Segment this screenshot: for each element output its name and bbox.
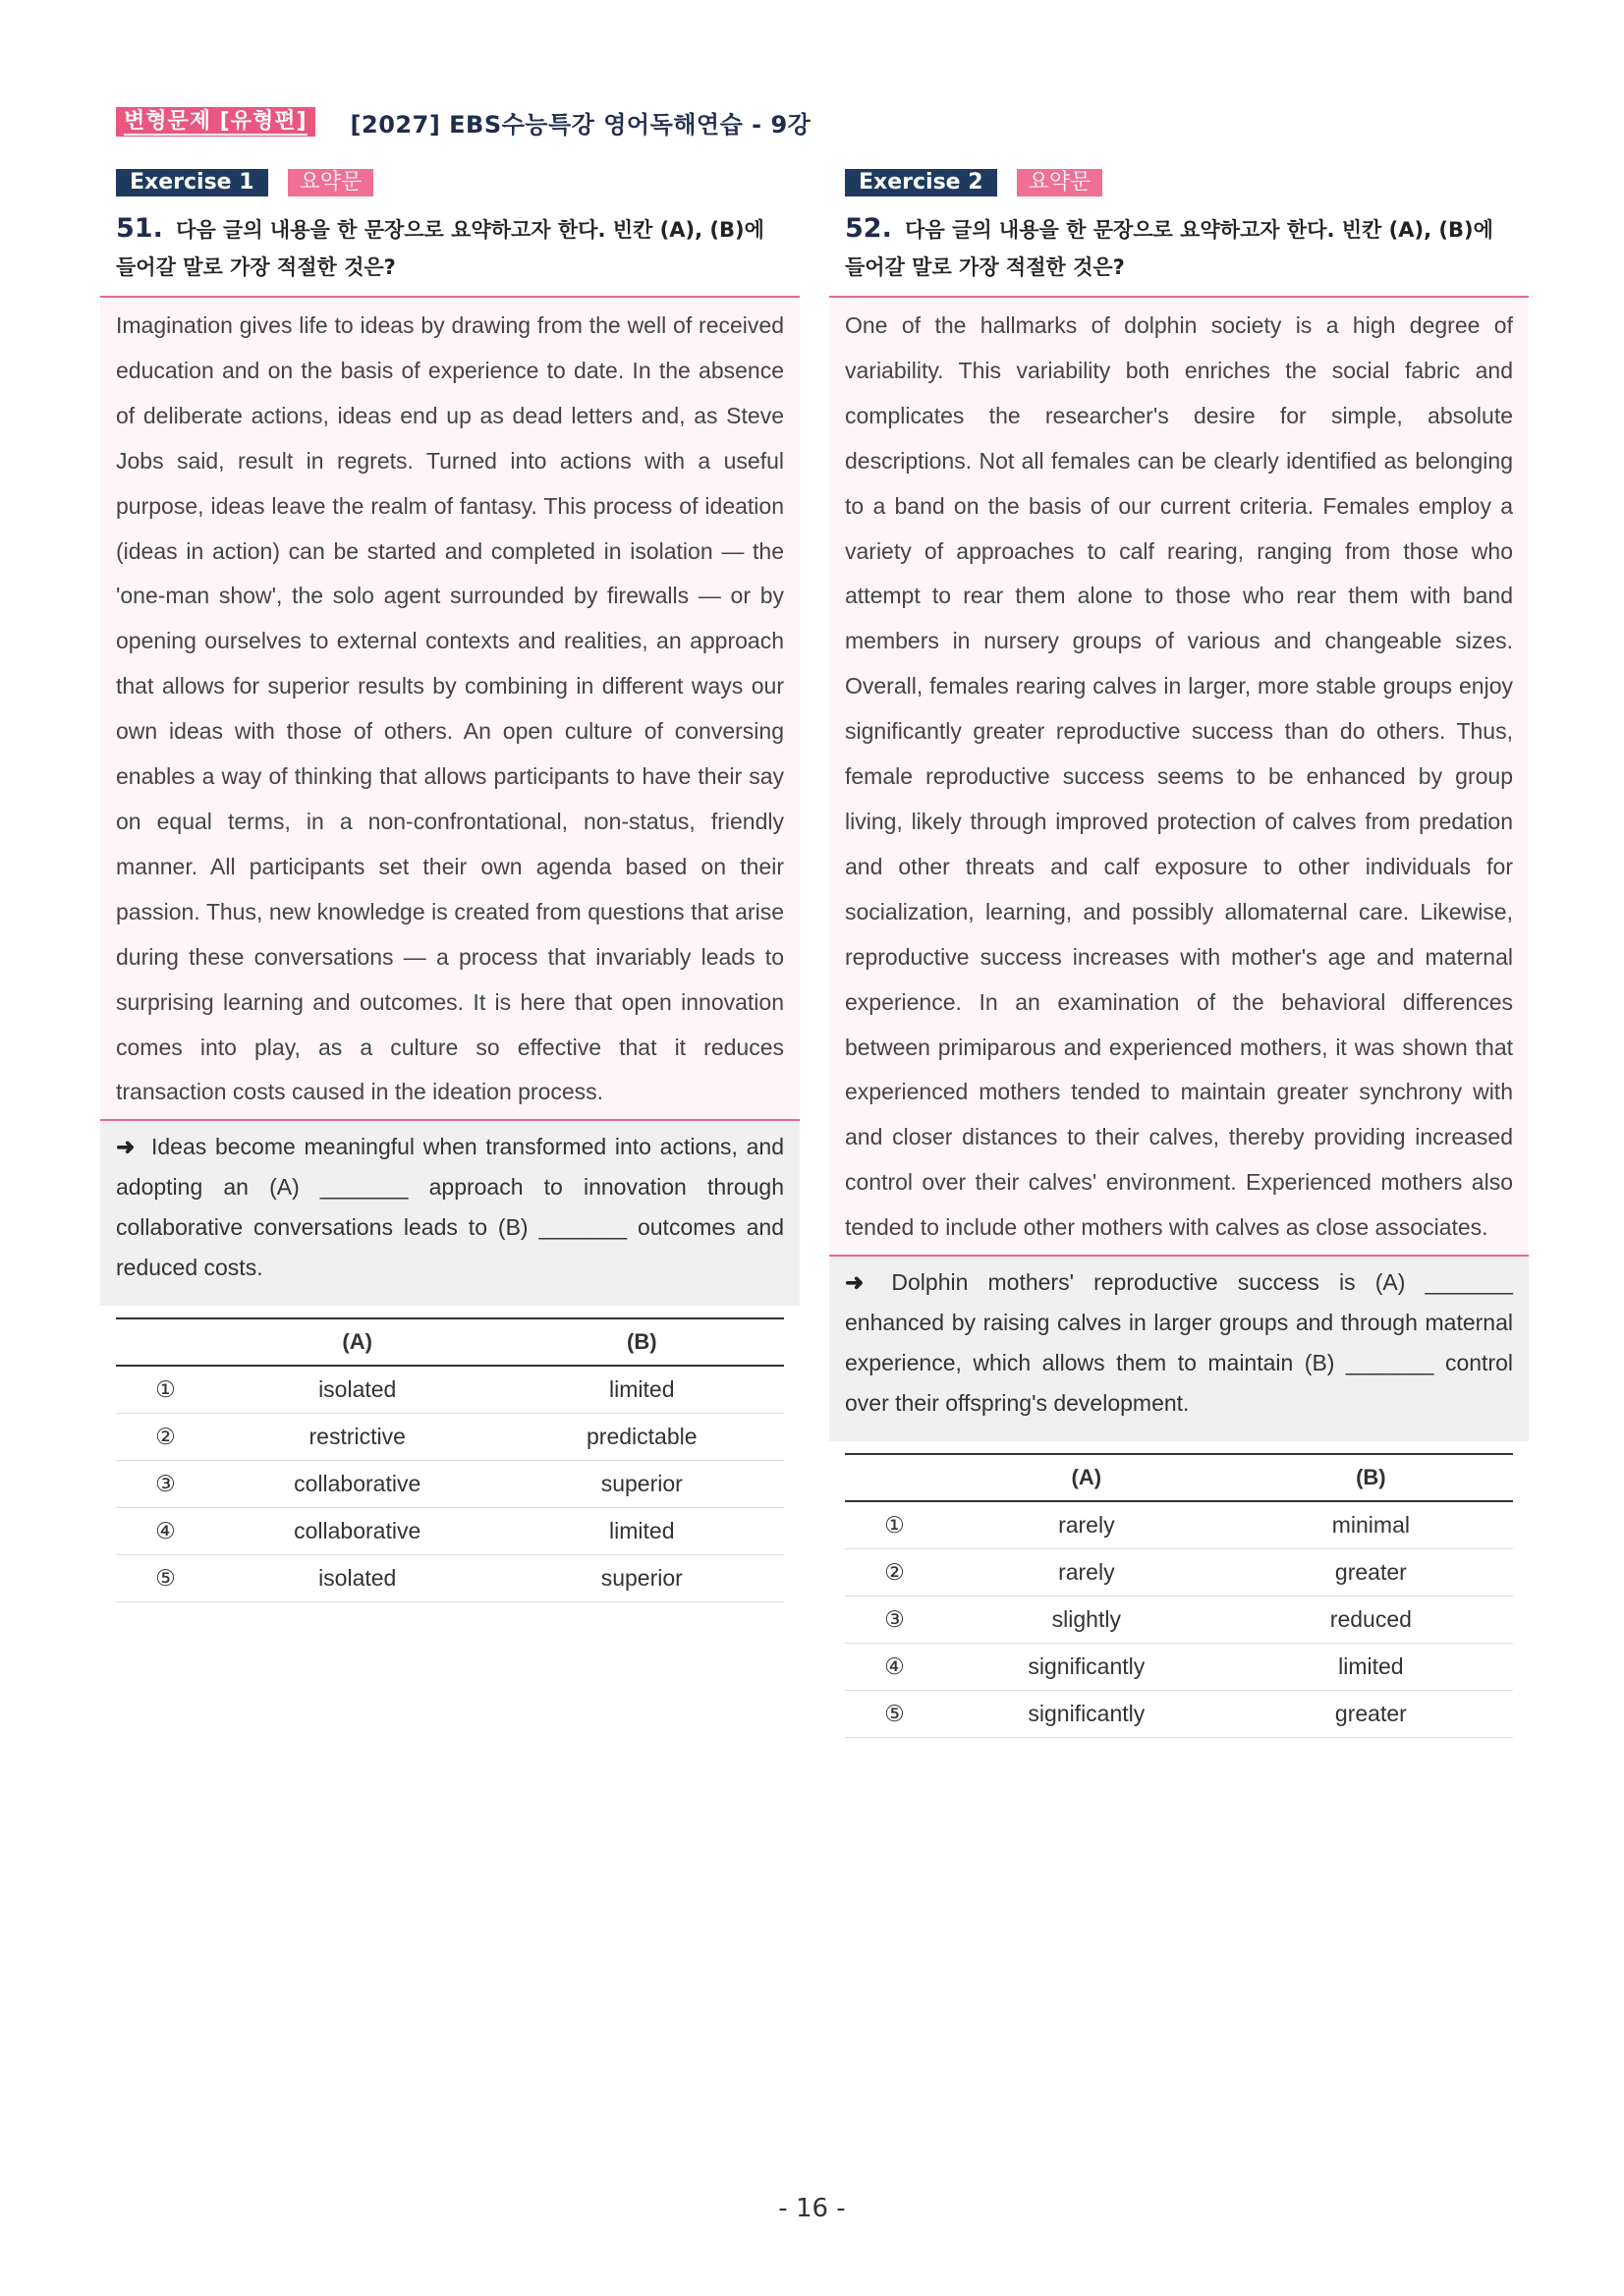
- option-a: isolated: [215, 1366, 500, 1414]
- page-number: - 16 -: [778, 2194, 846, 2223]
- passage: Imagination gives life to ideas by drawing from the well of received education and on the basis of experience to date. In the absence of deliberate actions, ideas end up as dead letters and, as Steve Jobs said, result in regrets. Turned into actions with a useful purpose, ideas leave the realm of fantasy. This process of ideation (ideas in action) can be started and completed in isolation — the 'one-man show', the solo agent surrounded by firewalls — or by opening ourselves to external contexts and realities, an approach that allows for superior results by combining in different ways our own ideas with those of others. An open culture of conversing enables a way of thinking that allows participants to have their say on equal terms, in a non-confrontational, non-status, friendly manner. All participants set their own agenda based on their passion. Thus, new knowledge is created from questions that arise during these conversations — a process that invariably leads to surprising learning and outcomes. It is here that open innovation comes into play, as a culture so effective that it reduces transaction costs caused in the ideation process.: [100, 296, 800, 1121]
- option-a: significantly: [944, 1644, 1229, 1691]
- option-b: greater: [1229, 1549, 1513, 1596]
- option-a: rarely: [944, 1549, 1229, 1596]
- option-b: greater: [1229, 1691, 1513, 1738]
- option-a: significantly: [944, 1691, 1229, 1738]
- question-number: 51.: [116, 213, 163, 244]
- option-row[interactable]: [845, 1644, 1513, 1691]
- exercise-heading: [116, 169, 784, 196]
- option-b: predictable: [500, 1414, 784, 1461]
- option-number: ③: [845, 1596, 944, 1644]
- option-row[interactable]: [116, 1508, 784, 1555]
- option-number: ②: [116, 1414, 215, 1461]
- option-row[interactable]: [845, 1596, 1513, 1644]
- exercise-label: Exercise 1: [116, 169, 268, 196]
- option-b: superior: [500, 1555, 784, 1602]
- summary-box: [100, 1121, 800, 1306]
- option-a: rarely: [944, 1501, 1229, 1549]
- exercise-label: Exercise 2: [845, 169, 997, 196]
- question-text: 다음 글의 내용을 한 문장으로 요약하고자 한다. 빈칸 (A), (B)에 들어갈 말로 가장 적절한 것은?: [845, 218, 1493, 279]
- question: [116, 210, 784, 286]
- arrow-icon: ➜: [845, 1269, 865, 1296]
- exercise-type-badge: 요약문: [288, 169, 374, 196]
- exercise-type-badge: 요약문: [1017, 169, 1103, 196]
- exercise-2: [845, 169, 1513, 1738]
- option-number: ④: [845, 1644, 944, 1691]
- option-number: ④: [116, 1508, 215, 1555]
- option-number: ①: [116, 1366, 215, 1414]
- option-b: limited: [500, 1366, 784, 1414]
- arrow-icon: ➜: [116, 1134, 136, 1160]
- summary-text: Ideas become meaningful when transformed into actions, and adopting an (A) _______ approach to innovation through collaborative conversations leads to (B) _______ outcomes and reduced costs.: [116, 1134, 785, 1281]
- option-a: isolated: [215, 1555, 500, 1602]
- header-blank: [845, 1454, 944, 1501]
- summary-text: Dolphin mothers' reproductive success is (A) _______ enhanced by raising calves in larger groups and through maternal experience, which allows them to maintain (B) _______ control over their offspring's development.: [845, 1269, 1514, 1417]
- option-a: collaborative: [215, 1508, 500, 1555]
- option-b: limited: [500, 1508, 784, 1555]
- option-a: restrictive: [215, 1414, 500, 1461]
- passage: One of the hallmarks of dolphin society is a high degree of variability. This variability both enriches the social fabric and complicates the researcher's desire for simple, absolute descriptions. Not all females can be clearly identified as belonging to a band on the basis of our current criteria. Females employ a variety of approaches to calf rearing, ranging from those who attempt to rear them alone to those who rear them with band members in nursery groups of various and changeable sizes. Overall, females rearing calves in larger, more stable groups enjoy significantly greater reproductive success than do others. Thus, female reproductive success seems to be enhanced by group living, likely through improved protection of calves from predation and other threats and calf exposure to other individuals for socialization, learning, and possibly allomaternal care. Likewise, reproductive success increases with mother's age and maternal experience. In an examination of the behavioral differences between primiparous and experienced mothers, it was shown that experienced mothers tended to maintain greater synchrony with and closer distances to their calves, thereby providing increased control over their calves' environment. Experienced mothers also tended to include other mothers with calves as close associates.: [829, 296, 1529, 1257]
- column-b-header: (B): [500, 1318, 784, 1366]
- option-b: minimal: [1229, 1501, 1513, 1549]
- option-b: limited: [1229, 1644, 1513, 1691]
- option-a: collaborative: [215, 1461, 500, 1508]
- option-row[interactable]: [116, 1555, 784, 1602]
- option-number: ②: [845, 1549, 944, 1596]
- option-row[interactable]: [845, 1691, 1513, 1738]
- exercise-heading: [845, 169, 1513, 196]
- answer-options-table: [845, 1453, 1513, 1738]
- option-row[interactable]: [845, 1549, 1513, 1596]
- exercise-1: [116, 169, 784, 1602]
- question-number: 52.: [845, 213, 892, 244]
- column-a-header: (A): [215, 1318, 500, 1366]
- option-row[interactable]: [845, 1501, 1513, 1549]
- column-a-header: (A): [944, 1454, 1229, 1501]
- option-b: superior: [500, 1461, 784, 1508]
- option-number: ⑤: [116, 1555, 215, 1602]
- header-blank: [116, 1318, 215, 1366]
- column-b-header: (B): [1229, 1454, 1513, 1501]
- question: [845, 210, 1513, 286]
- option-number: ①: [845, 1501, 944, 1549]
- option-a: slightly: [944, 1596, 1229, 1644]
- summary-box: [829, 1257, 1529, 1441]
- option-row[interactable]: [116, 1366, 784, 1414]
- type-tag: 변형문제 [유형편]: [116, 107, 315, 137]
- option-row[interactable]: [116, 1461, 784, 1508]
- option-row[interactable]: [116, 1414, 784, 1461]
- option-number: ⑤: [845, 1691, 944, 1738]
- header-title: [2027] EBS수능특강 영어독해연습 - 9강: [350, 110, 812, 139]
- answer-options-table: [116, 1317, 784, 1602]
- option-b: reduced: [1229, 1596, 1513, 1644]
- question-text: 다음 글의 내용을 한 문장으로 요약하고자 한다. 빈칸 (A), (B)에 들어갈 말로 가장 적절한 것은?: [116, 218, 764, 279]
- option-number: ③: [116, 1461, 215, 1508]
- page-header: [116, 106, 811, 138]
